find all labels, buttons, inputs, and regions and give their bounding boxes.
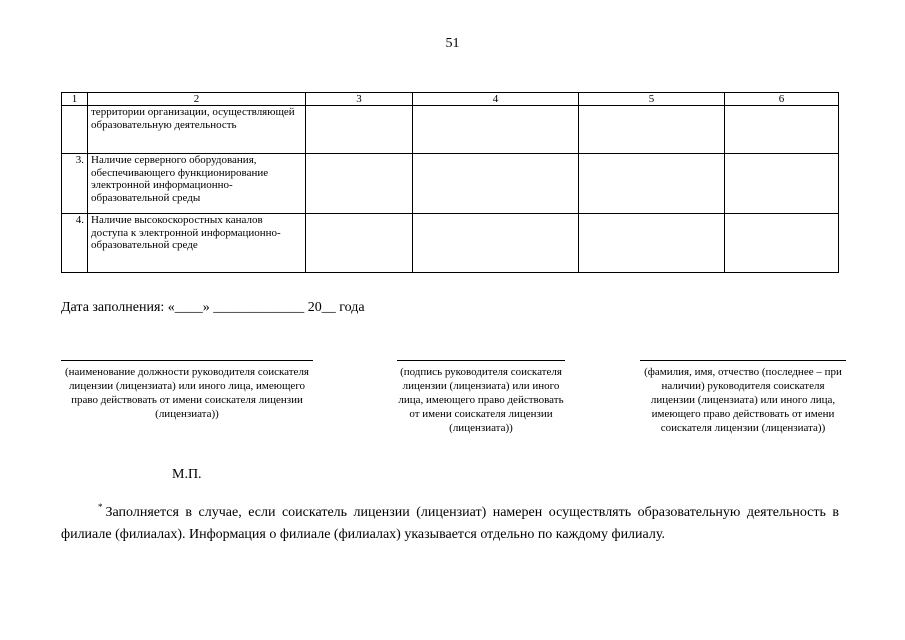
- row-description: Наличие высокоскоростных каналов доступа к электронной информационно-образовательной среде: [88, 214, 306, 273]
- position-signature-block: [61, 360, 313, 421]
- row-number: [62, 106, 88, 154]
- empty-cell: [579, 106, 725, 154]
- empty-cell: [413, 214, 579, 273]
- empty-cell: [579, 214, 725, 273]
- signature-block: [396, 360, 566, 435]
- empty-cell: [306, 106, 413, 154]
- table-header-row: [62, 93, 839, 106]
- empty-cell: [306, 154, 413, 214]
- form-table: [61, 92, 839, 273]
- column-header: 1: [62, 93, 88, 106]
- name-caption: (фамилия, имя, отчество (последнее – при наличии) руководителя соискателя лицензии (лицензиата) или иного лица, имеющего право действовать от имени соискателя лицензии (лицензиата)): [644, 366, 842, 434]
- footnote-text: Заполняется в случае, если соискатель лицензии (лицензиат) намерен осуществлять образовательную деятельность в филиале (филиалах). Информация о филиале (филиалах) указывается отдельно по каждому филиалу.: [61, 505, 839, 542]
- position-caption: (наименование должности руководителя соискателя лицензии (лицензиата) или иного лица, имеющего право действовать от имени соискателя лицензии (лицензиата)): [65, 366, 309, 420]
- footnote: [61, 496, 839, 546]
- fill-date-line: Дата заполнения: «____» _____________ 20__ года: [61, 300, 365, 315]
- page-number: 51: [445, 36, 460, 51]
- column-header: 5: [579, 93, 725, 106]
- empty-cell: [725, 106, 839, 154]
- empty-cell: [725, 154, 839, 214]
- empty-cell: [306, 214, 413, 273]
- empty-cell: [413, 106, 579, 154]
- column-header: 4: [413, 93, 579, 106]
- empty-cell: [413, 154, 579, 214]
- signature-caption: (подпись руководителя соискателя лицензии (лицензиата) или иного лица, имеющего право действовать от имени соискателя лицензии (лицензиата)): [398, 366, 564, 434]
- table-row: [62, 214, 839, 273]
- table-row: [62, 106, 839, 154]
- column-header: 2: [88, 93, 306, 106]
- name-signature-line: [640, 360, 846, 361]
- empty-cell: [725, 214, 839, 273]
- name-signature-block: [640, 360, 846, 435]
- row-number: 4.: [62, 214, 88, 273]
- column-header: 6: [725, 93, 839, 106]
- row-description: территории организации, осуществляющей образовательную деятельность: [88, 106, 306, 154]
- empty-cell: [579, 154, 725, 214]
- signature-line: [397, 360, 565, 361]
- footnote-marker: *: [98, 502, 103, 512]
- table-row: [62, 154, 839, 214]
- position-signature-line: [61, 360, 313, 361]
- row-number: 3.: [62, 154, 88, 214]
- column-header: 3: [306, 93, 413, 106]
- row-description: Наличие серверного оборудования, обеспечивающего функционирование электронной информационно-образовательной среды: [88, 154, 306, 214]
- stamp-placeholder: М.П.: [172, 467, 202, 482]
